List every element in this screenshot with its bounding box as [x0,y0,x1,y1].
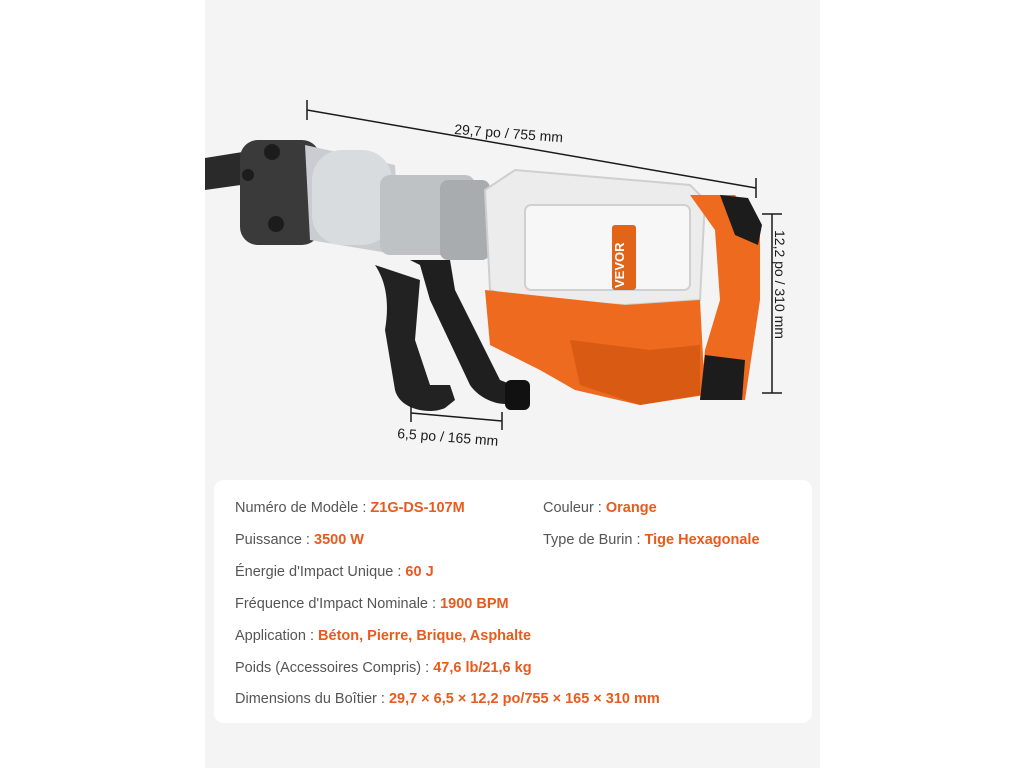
spec-value: 60 J [405,564,434,580]
spec-row-chisel-type [543,532,760,548]
height-dimension-label: 12,2 po / 310 mm [772,230,788,339]
brand-logo: VEVOR [612,242,627,288]
spec-label: Fréquence d'Impact Nominale : [235,596,437,612]
spec-value: 47,6 lb/21,6 kg [433,660,532,676]
spec-label: Type de Burin : [543,532,641,548]
spec-value: 29,7 × 6,5 × 12,2 po/755 × 165 × 310 mm [388,691,660,707]
spec-value: 1900 BPM [440,596,509,612]
spec-label: Puissance : [235,532,310,548]
spec-label: Application : [235,628,314,644]
spec-value: Béton, Pierre, Brique, Asphalte [318,628,532,644]
spec-row-housing-dimensions [235,691,660,707]
handle-width-dimension-label: 6,5 po / 165 mm [396,425,499,449]
spec-row-weight [235,660,532,676]
spec-value: Orange [605,500,657,516]
spec-label: Poids (Accessoires Compris) : [235,660,430,676]
spec-label: Énergie d'Impact Unique : [235,564,402,580]
spec-value: 3500 W [314,532,364,548]
spec-label: Couleur : [543,500,602,516]
spec-row-model [235,500,465,516]
spec-row-impact-frequency [235,596,509,612]
spec-row-power [235,532,364,548]
spec-row-impact-energy [235,564,434,580]
length-dimension-label: 29,7 po / 755 mm [453,121,564,146]
spec-value: Tige Hexagonale [644,532,760,548]
specs-card [214,480,812,723]
spec-row-application [235,628,531,644]
spec-value: Z1G-DS-107M [370,500,465,516]
spec-row-color [543,500,657,516]
spec-label: Dimensions du Boîtier : [235,691,385,707]
spec-label: Numéro de Modèle : [235,500,367,516]
